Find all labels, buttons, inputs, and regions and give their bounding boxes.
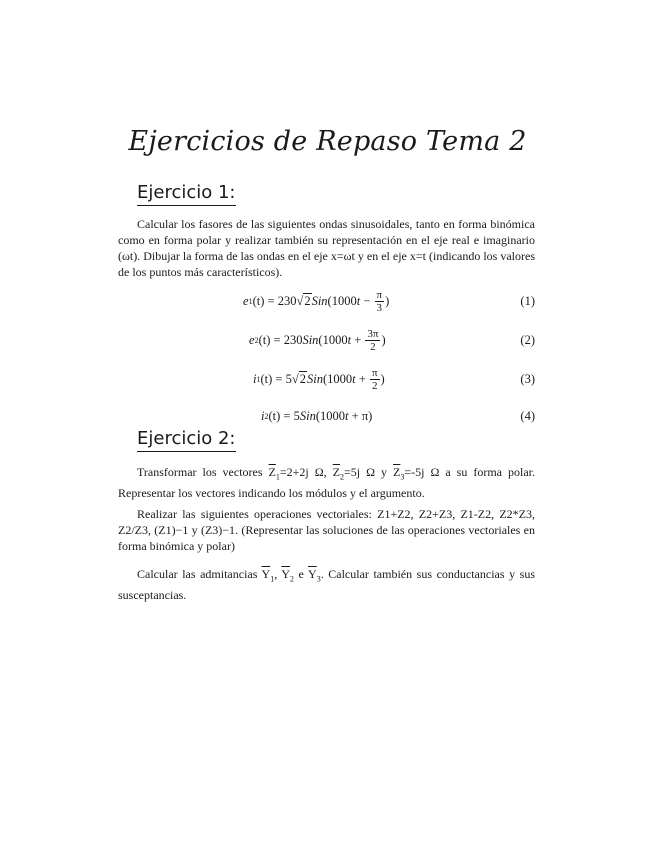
p3-sep-1: , (274, 567, 282, 581)
eq-fraction (365, 328, 380, 353)
heading-underline (137, 205, 236, 206)
vector-sub: 1 (270, 574, 275, 584)
eq-var: i (261, 408, 265, 423)
sqrt-symbol: √ 2 (296, 294, 311, 308)
eq-radicand: 2 (299, 372, 306, 386)
document-title: Ejercicios de Repaso Tema 2 (128, 126, 527, 157)
eq-t: t (345, 408, 349, 423)
eq-coef: 230 (277, 293, 297, 308)
eq-op: − (363, 293, 371, 308)
vector-z1: $\overline{Z}$ (268, 465, 276, 479)
eq-sub: 2 (264, 411, 269, 421)
frac-num: π (376, 288, 383, 301)
eq-var: i (253, 371, 257, 386)
p3-text-a: Calcular las admitancias (137, 567, 262, 581)
vector-sub: 2 (340, 472, 344, 482)
frac-num: π (371, 366, 378, 379)
vector-y3: $\overline{Y}$ (308, 567, 317, 581)
eq-close: ) (381, 332, 386, 347)
equation-2 (118, 323, 535, 357)
vector-sub: 3 (316, 574, 321, 584)
vector-sub: 3 (400, 472, 405, 482)
eq-op: + (351, 408, 359, 423)
eq-coef: 230 (283, 332, 303, 347)
exercise-2-heading (137, 428, 236, 449)
p2-text-b: . (Representar las soluciones de las operaciones vectoriales en forma binómica y polar) (118, 523, 535, 553)
equation-4-number: (4) (520, 408, 535, 423)
eq-inner: (1000 (318, 332, 348, 347)
exercise-1-heading (137, 182, 236, 203)
equation-2-number: (2) (520, 332, 535, 347)
vector-z2: $\overline{Z}$ (332, 465, 340, 479)
eq-t: t (347, 332, 352, 347)
eq-func: Sin (311, 293, 328, 308)
eq-tail: π) (361, 408, 373, 423)
frac-den: 2 (370, 340, 376, 353)
exercise-2-paragraph-1 (118, 464, 535, 501)
eq-arg: (t) (252, 293, 265, 308)
eq-op: + (354, 332, 362, 347)
eq-func: Sin (299, 408, 316, 423)
equation-3-number: (3) (520, 371, 535, 386)
eq-t: t (352, 371, 356, 386)
eq-arg: (t) (258, 332, 271, 347)
eq-coef: 5 (293, 408, 300, 423)
p2-text-a: Realizar las siguientes operaciones vectoriales: (137, 507, 378, 521)
heading-underline (137, 451, 236, 452)
eq-func: Sin (306, 371, 323, 386)
p1-value-2: =5j Ω y (344, 465, 394, 479)
exercise-1-text: Calcular los fasores de las siguientes ondas sinusoidales, tanto en forma binómica como en forma polar y realizar también su representación en el eje real e imaginario (ωt). Dibujar la forma de las ondas en el eje x=ωt y en el eje x=t (indicando los valores de los puntos más característicos). (118, 217, 535, 279)
equation-3-expression: i 1 (t) = 5 √ 2 Sin (1000 t + $\frac{\pi}{2}$ ) (253, 366, 385, 392)
eq-radicand: 2 (304, 294, 311, 308)
eq-sub: 1 (256, 374, 261, 384)
vector-sub: 2 (290, 574, 294, 584)
eq-fraction (375, 289, 385, 314)
vector-y2: $\overline{Y}$ (281, 567, 290, 581)
vector-y1: $\overline{Y}$ (261, 567, 271, 581)
eq-var: e (249, 332, 255, 347)
vector-sub: 1 (275, 472, 280, 482)
p1-value-1: =2+2j Ω, (279, 465, 333, 479)
eq-sub: 2 (254, 335, 259, 345)
eq-sub: 1 (248, 296, 253, 306)
exercise-2-paragraph-2 (118, 506, 535, 554)
eq-var: e (243, 293, 249, 308)
p3-sep-2: e (294, 567, 309, 581)
frac-den: 3 (376, 301, 383, 314)
eq-arg: (t) (268, 408, 281, 423)
eq-t: t (356, 293, 361, 308)
p2-operations: Z1+Z2, Z2+Z3, Z1-Z2, Z2*Z3, Z2/Z3, (Z1)−1 y (Z3)−1 (118, 507, 535, 537)
eq-fraction (370, 367, 380, 392)
eq-coef: 5 (285, 371, 292, 386)
eq-inner: (1000 (322, 371, 353, 386)
eq-op: + (358, 371, 366, 386)
vector-z3: $\overline{Z}$ (393, 465, 401, 479)
equation-4-expression: i 2 (t) = 5 Sin (1000 t + π) (261, 408, 373, 423)
equation-2-expression: e 2 (t) = 230 Sin (1000 t + $\frac{3\pi}{2}$ ) (249, 327, 386, 353)
equation-1 (118, 284, 535, 318)
p1-text-a: Transformar los vectores (137, 465, 269, 479)
frac-den: 2 (371, 379, 378, 392)
equation-1-number: (1) (520, 293, 535, 308)
eq-close: ) (385, 293, 390, 308)
equation-3 (118, 362, 535, 396)
eq-inner: (1000 (315, 408, 346, 423)
sqrt-symbol: √ 2 (291, 372, 306, 386)
frac-num: 3π (367, 327, 379, 340)
exercise-2-paragraph-3 (118, 566, 535, 603)
eq-close: ) (380, 371, 385, 386)
p1-value-3: =-5j Ω a su forma polar. Representar los vectores indicando los módulos y el argumento. (118, 465, 535, 501)
eq-arg: (t) (260, 371, 273, 386)
eq-func: Sin (302, 332, 319, 347)
exercise-2-heading-text: Ejercicio 2: (137, 428, 236, 449)
equation-1-expression: e 1 (t) = 230 √ 2 Sin (1000 t − $\frac{\pi}{3}$ ) (243, 288, 390, 314)
eq-inner: (1000 (327, 293, 357, 308)
p3-text-b: . Calcular también sus conductancias y sus susceptancias. (118, 567, 536, 603)
exercise-1-heading-text: Ejercicio 1: (137, 182, 236, 203)
